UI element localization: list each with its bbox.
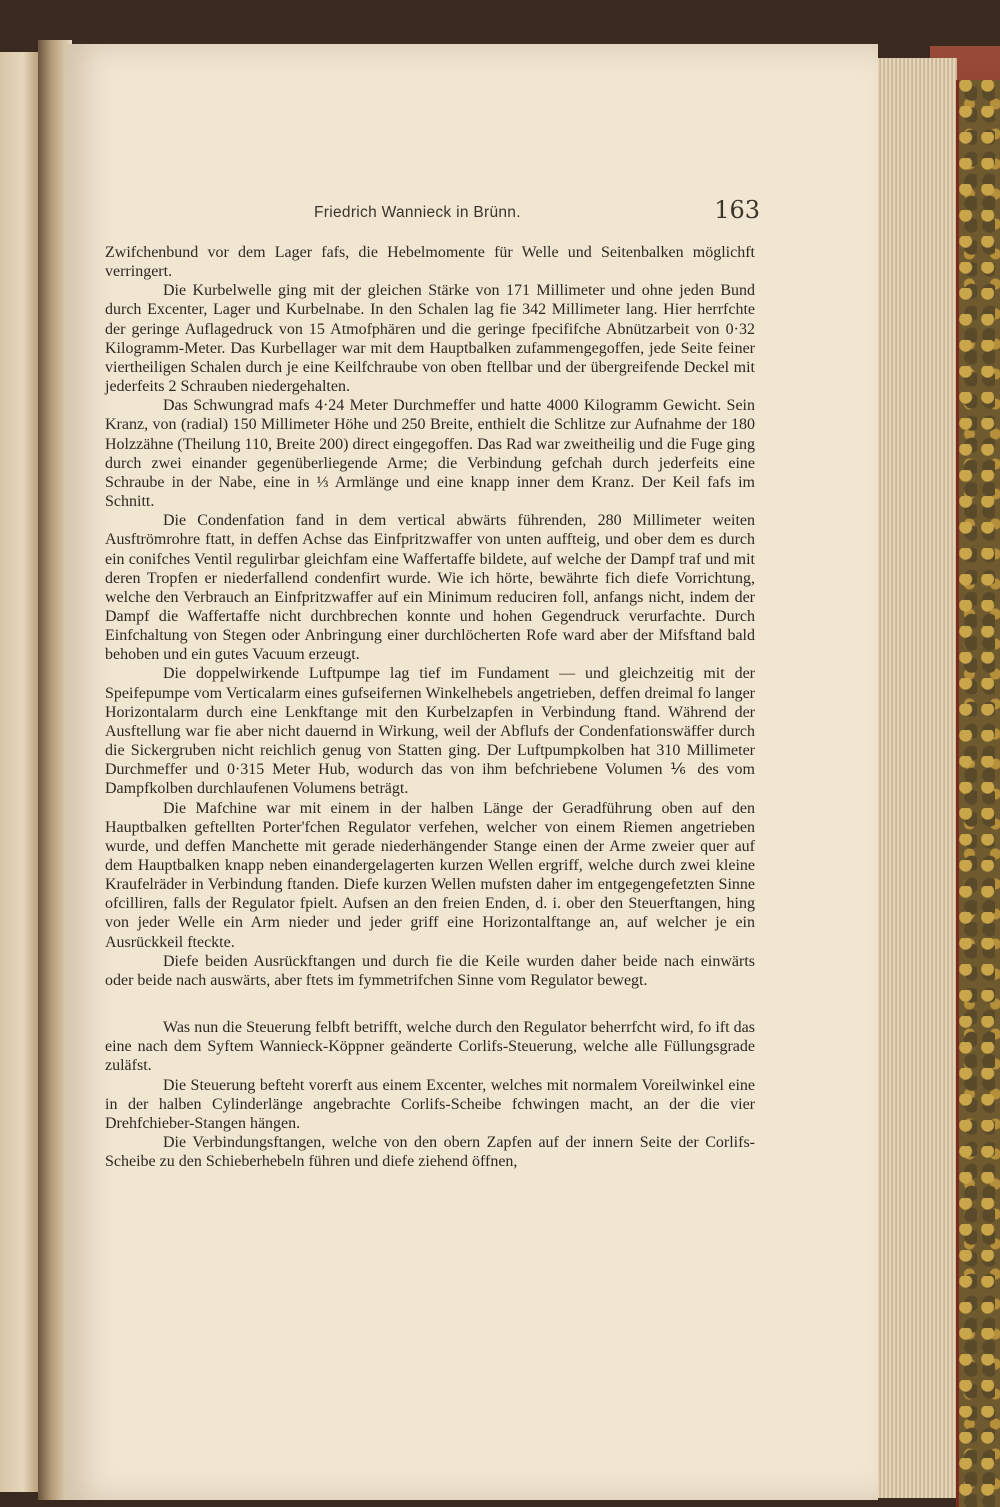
paragraph: Die Kurbelwelle ging mit der gleichen Stärke von 171 Millimeter und ohne jeden Bund durch Excenter, Lager und Kurbelnabe. In den Schalen lag fie 342 Millimeter lang. Hier herrfchte der geringe Auflagedruck von 15 Atmofphären und die geringe fpecififche Abnützarbeit von 0·32 Kilogramm-Meter. Das Kurbellager war mit dem Hauptbalken zufammengegoffen, jede Seite feiner viertheiligen Schalen durch je eine Keilfchraube von oben ftellbar und der übergreifende Deckel mit jederfeits 2 Schrauben niedergehalten.: [105, 282, 755, 396]
running-head: Friedrich Wannieck in Brünn.: [314, 204, 521, 221]
marbled-cover: [956, 80, 1000, 1507]
paragraph: Die doppelwirkende Luftpumpe lag tief im Fundament — und gleichzeitig mit der Speifepumpe vom Verticalarm eines gufseifernen Winkelhebels angetrieben, deffen dreimal fo langer Horizontalarm durch eine Lenkftange mit den Kurbelzapfen in Verbindung ftand. Während der Ausftellung war fie aber nicht dauernd in Wirkung, weil der Abflufs der Condenfationswäffer durch die Sickergruben nicht reichlich genug von Statten ging. Der Luftpumpkolben hat 310 Millimeter Durchmeffer und 0·315 Meter Hub, wodurch das von ihm befchriebene Volumen ⅙ des vom Dampfkolben durchlaufenen Volumens beträgt.: [105, 665, 755, 798]
body-text: [105, 243, 755, 1171]
page-number: 163: [714, 196, 760, 224]
page-header: [100, 196, 760, 232]
section-gap: [105, 990, 755, 1018]
paragraph: Die Condenfation fand in dem vertical abwärts führenden, 280 Millimeter weiten Ausftrömrohre ftatt, in deffen Achse das Einfpritzwaffer von unten auffteig, und ober dem es durch ein conifches Ventil regulirbar gleichfam eine Waffertaffe bildete, auf welche der Dampf traf und mit deren Tropfen er niederfallend condenfirt wurde. Wie ich hörte, bewährte fich diefe Vorrichtung, welche den Verbrauch an Einfpritzwaffer auf ein Minimum reduciren foll, anfangs nicht, indem der Dampf die Waffertaffe nicht durchbrechen konnte und hohen Gegendruck verurfachte. Durch Einfchaltung von Stegen oder Anbringung einer durchlöcherten Rofe ward aber der Mifsftand bald behoben und ein gutes Vacuum erzeugt.: [105, 512, 755, 664]
paragraph: Zwifchenbund vor dem Lager fafs, die Hebelmomente für Welle und Seitenbalken möglichft verringert.: [105, 244, 755, 281]
paragraph: Was nun die Steuerung felbft betrifft, welche durch den Regulator beherrfcht wird, fo ift das eine nach dem Syftem Wannieck-Köppner geänderte Corlifs-Steuerung, welche alle Füllungsgrade zuläfst.: [105, 1019, 755, 1075]
paragraph: Die Verbindungsftangen, welche von den obern Zapfen auf der innern Seite der Corlifs-Scheibe zu den Schieberhebeln führen und diefe ziehend öffnen,: [105, 1134, 755, 1171]
paragraph: Das Schwungrad mafs 4·24 Meter Durchmeffer und hatte 4000 Kilogramm Gewicht. Sein Kranz, von (radial) 150 Millimeter Höhe und 250 Breite, enthielt die Schlitze zur Aufnahme der 180 Holzzähne (Theilung 110, Breite 200) direct eingegoffen. Das Rad war zweitheilig und die Fuge ging durch zwei einander gegenüberliegende Arme; die Verbindung gefchah durch jederfeits eine Schraube in der Nabe, eine in ⅓ Armlänge und eine knapp inner dem Kranz. Der Keil fafs im Schnitt.: [105, 397, 755, 511]
paragraph: Die Steuerung befteht vorerft aus einem Excenter, welches mit normalem Voreilwinkel eine in der halben Cylinderlänge angebrachte Corlifs-Scheibe fchwingen macht, an der die vier Drehfchieber-Stangen hängen.: [105, 1076, 755, 1132]
previous-page-edge: [0, 52, 40, 1492]
page-stack-edges: [876, 58, 957, 1498]
paragraph: Diefe beiden Ausrückftangen und durch fie die Keile wurden daher beide nach einwärts oder beide nach auswärts, aber ftets im fymmetrifchen Sinne vom Regulator bewegt.: [105, 952, 755, 989]
paragraph: Die Mafchine war mit einem in der halben Länge der Geradführung oben auf den Hauptbalken geftellten Porter'fchen Regulator verfehen, welcher von einem Riemen angetrieben wurde, und deffen Manchette mit gerade niederhängender Stange einen der Arme zweier quer auf dem Hauptbalken knapp neben einandergelagerten kurzen Wellen ergriff, welche durch zwei kleine Kraufelräder in Verbindung ftanden. Diefe kurzen Wellen mufsten daher im entgegengefetzten Sinne ofcilliren, falls der Regulator fpielt. Aufsen an den freien Enden, d. i. ober den Steuerftangen, hing von jeder Welle ein Arm nieder und jeder griff eine Horizontalftange an, auf welcher je ein Ausrückkeil fteckte.: [105, 799, 755, 951]
